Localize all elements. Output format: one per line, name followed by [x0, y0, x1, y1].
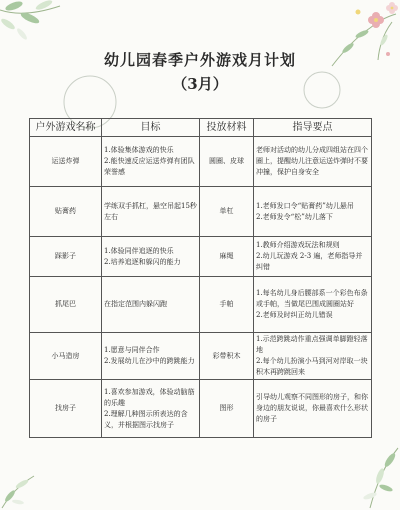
guidance-line: 1.教师介绍游戏玩法和规则	[256, 241, 340, 249]
material-cell: 单杠	[200, 187, 254, 237]
goal-line: 1.愿意与同伴合作	[104, 346, 160, 354]
game-name-cell: 踩影子	[30, 237, 102, 277]
goal-cell	[102, 380, 200, 438]
guidance-cell	[254, 277, 372, 333]
game-plan-table	[29, 118, 372, 438]
goal-cell	[102, 277, 200, 333]
guidance-cell	[254, 333, 372, 380]
table-row	[30, 187, 372, 237]
column-header-material: 投放材料	[200, 119, 254, 137]
leaf-sprig-icon	[0, 462, 50, 510]
goal-line: 1.喜欢参加游戏，体验动脑筋的乐趣	[104, 387, 195, 407]
table-row	[30, 237, 372, 277]
page-title: 幼儿园春季户外游戏月计划	[103, 51, 296, 69]
guidance-cell	[254, 380, 372, 438]
goal-cell	[102, 237, 200, 277]
goal-cell	[102, 187, 200, 237]
leaf-sprig-icon	[340, 440, 400, 510]
guidance-cell	[254, 237, 372, 277]
goal-line: 1.体验集体游戏的快乐	[104, 146, 174, 154]
table-row	[30, 277, 372, 333]
column-header-game-name: 户外游戏名称	[30, 119, 102, 137]
guidance-cell	[254, 187, 372, 237]
guidance-line: 2.老师及时纠正幼儿错误	[256, 311, 333, 319]
guidance-line: 老师对活动的幼儿分成四组站在四个圈上，提醒幼儿注意运送炸弹时不要冲撞，保护自身安全	[256, 146, 368, 176]
goal-line: 学练双手抓杠，悬空吊起15秒左右	[104, 201, 197, 221]
guidance-line: 2.每个幼儿扮演小马到河对岸取一块积木再跨跳回来	[256, 357, 368, 376]
game-name-cell: 小马造房	[30, 333, 102, 380]
table-row	[30, 137, 372, 187]
goal-line: 2.培养追逐和躲闪的能力	[104, 257, 181, 266]
material-cell: 彩带积木	[200, 333, 254, 380]
column-header-goal: 目标	[102, 119, 200, 137]
goal-cell	[102, 333, 200, 380]
guidance-line: 2.幼儿玩游戏 2-3 遍，老师指导并纠错	[256, 252, 363, 271]
leaf-sprig-icon	[0, 0, 64, 46]
guidance-line: 2.老师发令“松”幼儿落下	[256, 212, 333, 221]
goal-line: 2.能快速反应运送炸弹有团队荣誉感	[104, 157, 195, 176]
page-subtitle: （3月）	[172, 75, 228, 93]
game-name-cell: 抓尾巴	[30, 277, 102, 333]
table-row	[30, 333, 372, 380]
goal-line: 2.理解几种图示所表达的含义，并根据图示找房子	[104, 409, 188, 429]
guidance-line: 1.示范跨跳动作重点强调单脚蹬轻落地	[256, 335, 368, 354]
material-cell: 麻绳	[200, 237, 254, 277]
game-name-cell: 找房子	[30, 380, 102, 438]
table-header-row	[30, 119, 372, 137]
document-header	[0, 50, 400, 94]
material-cell: 手帕	[200, 277, 254, 333]
guidance-cell	[254, 137, 372, 187]
guidance-line: 1.每名幼儿身后腰部系一个彩色布条或手帕，当做尾巴围成圆圈站好	[256, 289, 368, 308]
column-header-guidance: 指导要点	[254, 119, 372, 137]
material-cell: 圆圈、皮球	[200, 137, 254, 187]
goal-line: 2.发展幼儿在沙中的跨跳能力	[104, 357, 195, 365]
material-cell: 图形	[200, 380, 254, 438]
goal-cell	[102, 137, 200, 187]
game-name-cell: 运送炸弹	[30, 137, 102, 187]
table-row	[30, 380, 372, 438]
guidance-line: 引导幼儿观察不同图形的房子，和你身边的朋友说说，你最喜欢什么形状的房子	[256, 393, 368, 423]
goal-line: 1.体验同伴追逐的快乐	[104, 246, 174, 255]
game-name-cell: 贴膏药	[30, 187, 102, 237]
goal-line: 在指定范围内躲闪跑	[104, 300, 167, 308]
guidance-line: 1.老师发口令“贴膏药”幼儿悬吊	[256, 201, 354, 210]
